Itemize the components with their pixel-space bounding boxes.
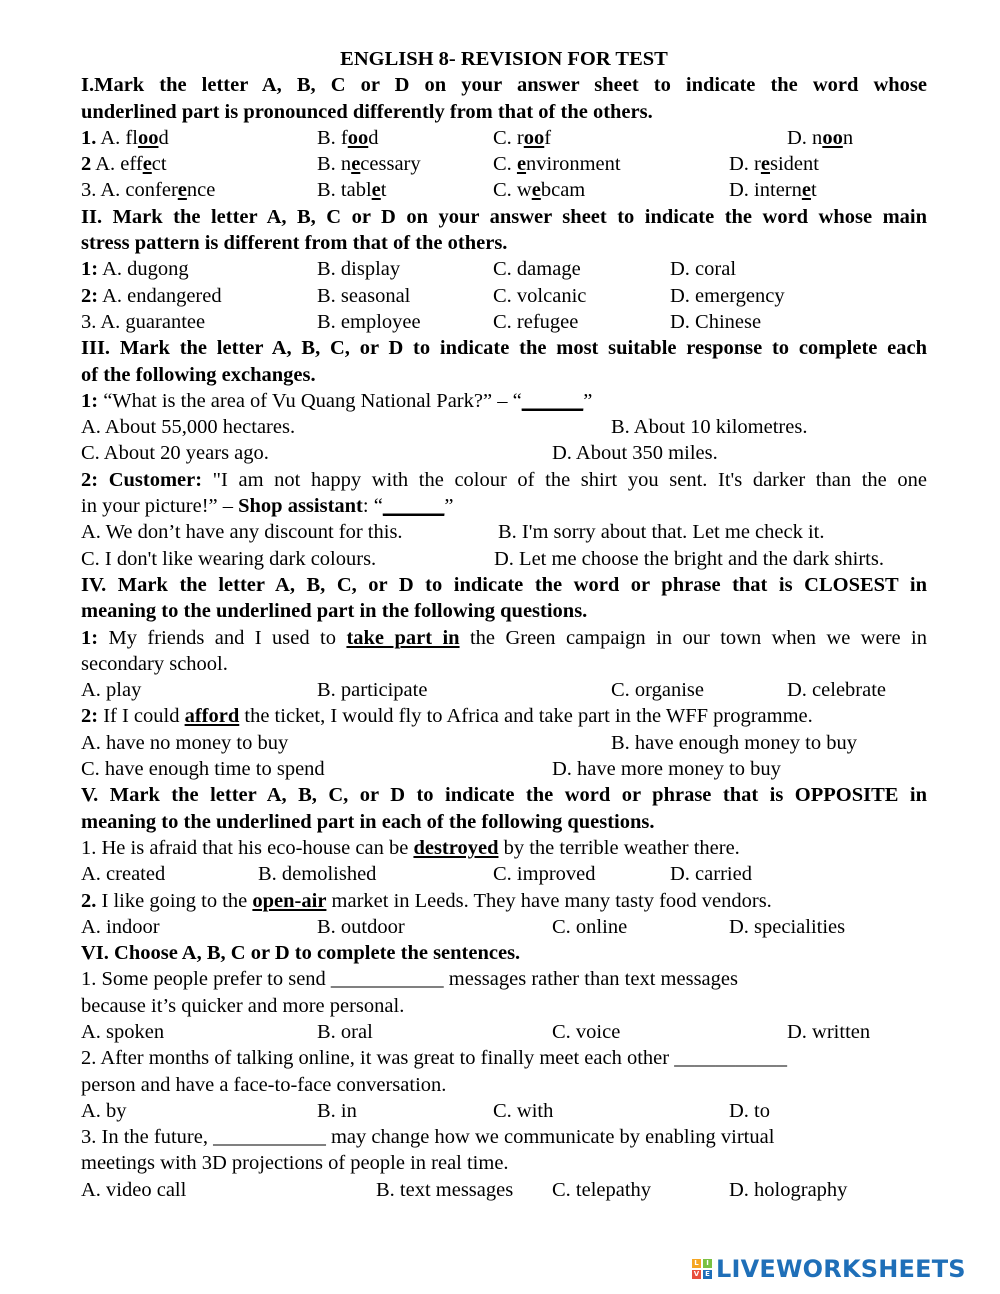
s1-q3-option-d[interactable]: D. internet xyxy=(729,179,817,202)
s6-question-3-text-line-2: meetings with 3D projections of people in real time. xyxy=(81,1152,509,1175)
s3-q1-option-d[interactable]: D. About 350 miles. xyxy=(552,442,718,465)
s3-q2-options-row-1 xyxy=(81,519,927,545)
liveworksheets-logo[interactable] xyxy=(692,1254,966,1284)
s6-q2-option-b[interactable]: B. in xyxy=(317,1099,357,1122)
s5-q2-option-c[interactable]: C. online xyxy=(552,915,628,938)
s1-q1-option-a[interactable]: 1. A. flood xyxy=(81,126,169,149)
s5-q2-option-a[interactable]: A. indoor xyxy=(81,915,160,938)
s5-q2-option-d[interactable]: D. specialities xyxy=(729,915,846,938)
s1-q1-option-d[interactable]: D. noon xyxy=(787,126,854,149)
s6-q2-option-a[interactable]: A. by xyxy=(81,1099,127,1122)
s5-q1-option-d[interactable]: D. carried xyxy=(670,863,752,886)
s2-question-1 xyxy=(81,256,927,282)
s6-q1-option-a[interactable]: A. spoken xyxy=(81,1020,165,1043)
s1-q3-option-c[interactable]: C. webcam xyxy=(493,179,586,202)
section-5-heading-line-2: meaning to the underlined part in each of the following questions. xyxy=(81,810,655,833)
s4-q1-option-a[interactable]: A. play xyxy=(81,679,142,702)
s4-q1-option-c[interactable]: C. organise xyxy=(611,679,705,702)
s5-question-2-text: 2. I like going to the open-air market in Leeds. They have many tasty food vendors. xyxy=(81,889,772,912)
s3-q1-option-b[interactable]: B. About 10 kilometres. xyxy=(611,416,808,439)
s2-q3-option-c[interactable]: C. refugee xyxy=(493,310,579,333)
s5-q2-options xyxy=(81,914,927,940)
s3-q1-option-c[interactable]: C. About 20 years ago. xyxy=(81,442,269,465)
s3-q1-options-row-1 xyxy=(81,414,927,440)
s3-q1-option-a[interactable]: A. About 55,000 hectares. xyxy=(81,416,296,439)
s4-q1-options xyxy=(81,677,927,703)
s4-q2-option-b[interactable]: B. have enough money to buy xyxy=(611,731,857,754)
section-4-heading-line-1: IV. Mark the letter A, B, C, or D to indicate the word or phrase that is CLOSEST in xyxy=(81,573,927,596)
s6-question-2-text-line-1: 2. After months of talking online, it was great to finally meet each other ___________ xyxy=(81,1047,787,1070)
s2-question-2 xyxy=(81,283,927,309)
s3-q2-option-d[interactable]: D. Let me choose the bright and the dark shirts. xyxy=(494,547,884,570)
s5-q1-options xyxy=(81,861,927,887)
logo-icon-tile-v: V xyxy=(693,1270,700,1278)
s2-q1-option-d[interactable]: D. coral xyxy=(670,258,737,281)
s5-question-1-text: 1. He is afraid that his eco-house can be destroyed by the terrible weather there. xyxy=(81,836,740,859)
s6-question-2-text-line-2: person and have a face-to-face conversation. xyxy=(81,1073,447,1096)
answer-blank[interactable]: ______ xyxy=(521,389,584,412)
s6-q3-option-a[interactable]: A. video call xyxy=(81,1178,187,1201)
s4-q2-option-c[interactable]: C. have enough time to spend xyxy=(81,758,325,781)
s2-q1-option-c[interactable]: C. damage xyxy=(493,258,581,281)
s5-q2-option-b[interactable]: B. outdoor xyxy=(317,915,405,938)
s2-q2-option-d[interactable]: D. emergency xyxy=(670,284,785,307)
s4-question-1-text-line-1: 1: My friends and I used to take part in the Green campaign in our town when we were in xyxy=(81,626,927,649)
s5-q1-option-c[interactable]: C. improved xyxy=(493,863,596,886)
s1-question-2 xyxy=(81,151,927,177)
s3-q2-option-a[interactable]: A. We don’t have any discount for this. xyxy=(81,521,403,544)
s6-question-3-text-line-1: 3. In the future, ___________ may change how we communicate by enabling virtual xyxy=(81,1126,775,1149)
liveworksheets-logo-text: LIVEWORKSHEETS xyxy=(716,1255,966,1283)
s4-question-1-text-line-2: secondary school. xyxy=(81,652,228,675)
s6-q2-option-c[interactable]: C. with xyxy=(493,1099,554,1122)
s6-q3-options xyxy=(81,1177,927,1203)
section-5-heading-line-1: V. Mark the letter A, B, C, or D to indicate the word or phrase that is OPPOSITE in xyxy=(81,784,927,807)
worksheet-page xyxy=(81,46,927,1203)
s2-q2-option-b[interactable]: B. seasonal xyxy=(317,284,411,307)
s4-q1-option-d[interactable]: D. celebrate xyxy=(787,679,887,702)
logo-icon-tile-e: E xyxy=(703,1270,712,1279)
s3-q2-option-c[interactable]: C. I don't like wearing dark colours. xyxy=(81,547,377,570)
s1-question-3 xyxy=(81,177,927,203)
s2-q3-option-b[interactable]: B. employee xyxy=(317,310,421,333)
s1-q2-option-c[interactable]: C. environment xyxy=(493,153,621,176)
s2-q3-option-a[interactable]: 3. A. guarantee xyxy=(81,310,206,333)
liveworksheets-logo-icon xyxy=(692,1259,712,1279)
s3-q2-options-row-2 xyxy=(81,546,927,572)
s2-q2-option-a[interactable]: 2: A. endangered xyxy=(81,284,222,307)
s1-question-1 xyxy=(81,125,927,151)
s6-q2-options xyxy=(81,1098,927,1124)
logo-icon-tile-l: L xyxy=(692,1259,701,1268)
s6-q3-option-b[interactable]: B. text messages xyxy=(376,1178,514,1201)
section-2-heading-line-1: II. Mark the letter A, B, C or D on your answer sheet to indicate the word whose main xyxy=(81,205,927,228)
s6-q3-option-c[interactable]: C. telepathy xyxy=(552,1178,652,1201)
s1-q2-option-a[interactable]: 2 A. effect xyxy=(81,153,167,176)
s5-q1-option-a[interactable]: A. created xyxy=(81,863,166,886)
s4-q2-options-row-2 xyxy=(81,756,927,782)
s4-q2-option-a[interactable]: A. have no money to buy xyxy=(81,731,289,754)
s4-q1-option-b[interactable]: B. participate xyxy=(317,679,428,702)
s2-question-3 xyxy=(81,309,927,335)
s6-question-1-text-line-1: 1. Some people prefer to send ___________ messages rather than text messages xyxy=(81,968,738,991)
section-3-heading-line-2: of the following exchanges. xyxy=(81,363,316,386)
s3-question-2-text-line-2: in your picture!” – Shop assistant: “______” xyxy=(81,495,454,518)
s5-q1-option-b[interactable]: B. demolished xyxy=(258,863,377,886)
s6-q3-option-d[interactable]: D. holography xyxy=(729,1178,848,1201)
s3-q2-option-b[interactable]: B. I'm sorry about that. Let me check it. xyxy=(498,521,825,544)
worksheet-title: ENGLISH 8- REVISION FOR TEST xyxy=(340,48,668,70)
s1-q3-option-a[interactable]: 3. A. conference xyxy=(81,179,216,202)
section-1-heading-line-2: underlined part is pronounced differently from that of the others. xyxy=(81,100,653,123)
s1-q1-option-c[interactable]: C. roof xyxy=(493,126,552,149)
s3-question-1-text: 1: “What is the area of Vu Quang National Park?” – “______” xyxy=(81,389,593,412)
s6-q1-option-d[interactable]: D. written xyxy=(787,1020,871,1043)
section-6-heading: VI. Choose A, B, C or D to complete the sentences. xyxy=(81,942,521,965)
section-3-heading-line-1: III. Mark the letter A, B, C, or D to indicate the most suitable response to complete each xyxy=(81,337,927,360)
s6-q1-option-c[interactable]: C. voice xyxy=(552,1020,621,1043)
section-1-heading-line-1: I.Mark the letter A, B, C or D on your answer sheet to indicate the word whose xyxy=(81,74,927,97)
s6-q2-option-d[interactable]: D. to xyxy=(729,1099,770,1122)
s1-q2-option-b[interactable]: B. necessary xyxy=(317,153,421,176)
section-4-heading-line-2: meaning to the underlined part in the following questions. xyxy=(81,600,588,623)
s2-q1-option-a[interactable]: 1: A. dugong xyxy=(81,258,189,281)
s6-q1-options xyxy=(81,1019,927,1045)
s4-question-2-text: 2: If I could afford the ticket, I would fly to Africa and take part in the WFF programme. xyxy=(81,705,813,728)
section-2-heading-line-2: stress pattern is different from that of the others. xyxy=(81,232,508,255)
s2-q3-option-d[interactable]: D. Chinese xyxy=(670,310,762,333)
s3-q1-options-row-2 xyxy=(81,440,927,466)
s2-q1-option-b[interactable]: B. display xyxy=(317,258,401,281)
s4-q2-option-d[interactable]: D. have more money to buy xyxy=(552,758,781,781)
s6-q1-option-b[interactable]: B. oral xyxy=(317,1020,373,1043)
s1-q2-option-d[interactable]: D. resident xyxy=(729,153,819,176)
s2-q2-option-c[interactable]: C. volcanic xyxy=(493,284,587,307)
s4-q2-options-row-1 xyxy=(81,730,927,756)
answer-blank[interactable]: ______ xyxy=(382,495,445,518)
s6-question-1-text-line-2: because it’s quicker and more personal. xyxy=(81,994,405,1017)
s1-q1-option-b[interactable]: B. food xyxy=(317,126,379,149)
logo-icon-tile-i: I xyxy=(703,1259,712,1268)
s1-q3-option-b[interactable]: B. tablet xyxy=(317,179,387,202)
s3-question-2-text-line-1: 2: Customer: "I am not happy with the colour of the shirt you sent. It's darker than the one xyxy=(81,468,927,491)
